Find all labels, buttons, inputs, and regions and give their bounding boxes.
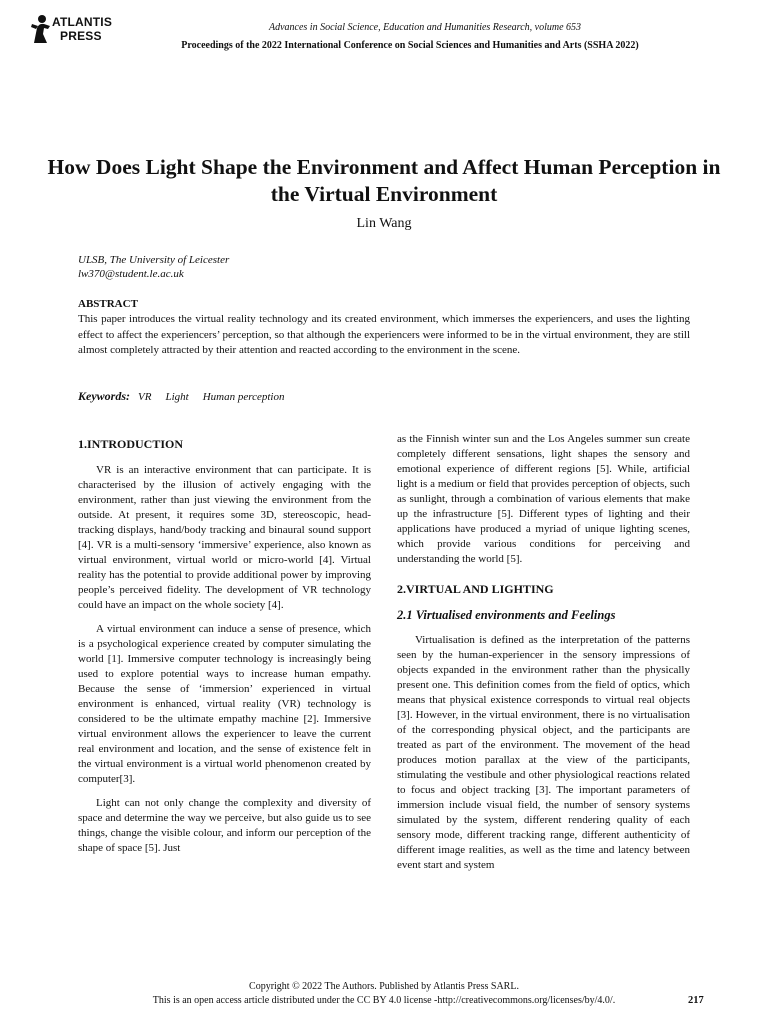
journal-title: Advances in Social Science, Education and Humanities Research, volume 653	[268, 22, 582, 33]
license-notice: This is an open access article distributed under the CC BY 4.0 license -http://creativecommons.org/licenses/by/4.0/.	[152, 995, 616, 1006]
page-number: 217	[688, 995, 704, 1006]
affiliation: ULSB, The University of Leicester	[78, 254, 230, 266]
keyword: Human perception	[202, 391, 285, 403]
atlantis-press-logo	[30, 14, 120, 48]
right-column	[397, 432, 690, 873]
section-heading-introduction: 1.INTRODUCTION	[78, 437, 184, 451]
copyright-notice: Copyright © 2022 The Authors. Published by Atlantis Press SARL.	[249, 981, 519, 992]
body-paragraph: Virtualisation is defined as the interpretation of the patterns seen by the human-experiencer in the sensory impressions of objects expanded in the environment rather than the physically present one. This definition comes from the field of optics, which means that physical existence corresponds to virtual real objects [3]. However, in the virtual environment, there is no virtualisation of the corresponding physical object, and the participants are treated as part of the environment. The movement of the head produces motion parallax at the view of the participants, stimulating the vestibule and other physiological reactions related to focus and object tracking [3]. The important parameters of immersion include visual field, the number of sensory systems simulated by the system, different rendering quality of each sensory mode, different tracking range, different authenticity of different image realities, as well as the time and latency between event start and system	[397, 634, 690, 871]
conference-title: Proceedings of the 2022 International Conference on Social Sciences and Humanities and Arts (SSHA 2022)	[181, 40, 639, 51]
subsection-heading: 2.1 Virtualised environments and Feelings	[397, 608, 616, 622]
author-affiliation-block	[78, 253, 229, 281]
body-paragraph: VR is an interactive environment that can participate. It is characterised by the illusion of actively engaging with the environment, rather than just viewing the environment from the outside. At present, it requires some 3D, stereoscopic, head-tracking displays, hand/body tracking and binaural sound support [4]. VR is a multi-sensory ‘immersive’ experience, also known as virtual environment, virtual world or micro-world [4]. Virtual reality has the potential to provide additional power by improving people’s perceived fidelity. The development of VR technology could have an impact on the whole society [4].	[78, 464, 371, 611]
atlantis-figure-icon	[30, 14, 52, 44]
keywords	[78, 388, 290, 405]
logo-wordmark	[52, 15, 112, 43]
keywords-label: Keywords:	[78, 389, 130, 403]
abstract-heading: ABSTRACT	[78, 298, 138, 310]
paper-author: Lin Wang	[356, 216, 412, 231]
left-column	[78, 436, 371, 856]
body-paragraph: A virtual environment can induce a sense of presence, which is a psychological experience created by computer simulating the world [1]. Immersive computer technology is increasingly being used to explore potential ways to increase human empathy. Because the sense of ‘immersion’ experienced in virtual environment is enhanced, virtual reality (VR) technology is considered to be the ultimate empathy machine [2]. Immersive virtual environment allows the experiencer to leave the current real environment and location, and the sense of existence felt in the virtual environment is a virtual world phenomenon created by computer[3].	[78, 623, 371, 785]
keyword: Light	[165, 391, 189, 403]
keyword: VR	[138, 391, 152, 403]
logo-line2: PRESS	[60, 29, 102, 43]
author-email: lw370@student.le.ac.uk	[78, 268, 184, 280]
body-paragraph: Light can not only change the complexity and diversity of space and determine the way we perceive, but also guide us to see things, change the visible colour, and inform our perception of the shape of space [5]. Just	[78, 797, 371, 854]
logo-line1: ATLANTIS	[52, 15, 113, 29]
section-heading-virtual-and-lighting: 2.VIRTUAL AND LIGHTING	[397, 582, 554, 596]
paper-title: How Does Light Shape the Environment and Affect Human Perception in the Virtual Environment	[47, 155, 721, 206]
abstract-text: This paper introduces the virtual reality technology and its created environment, which immerses the experiencers, and uses the lighting effect to affect the experiencers’ perception, so that although the experiencers were informed to be in the virtual environment, they are still almost completely attracted by their attention and reacted according to the environment in the scene.	[78, 313, 690, 356]
body-paragraph-continued: as the Finnish winter sun and the Los Angeles summer sun create completely different sensations, light shapes the sensory and emotional experience of different regions [5]. While, artificial light is a medium or field that provides perception of objects, such as sunlight, through a combination of various elements that make up the infrastructure [5]. Different types of lighting and their applications have produced a myriad of unique lighting scenes, which provide various conditions for perceiving and understanding the world [5].	[397, 433, 690, 565]
